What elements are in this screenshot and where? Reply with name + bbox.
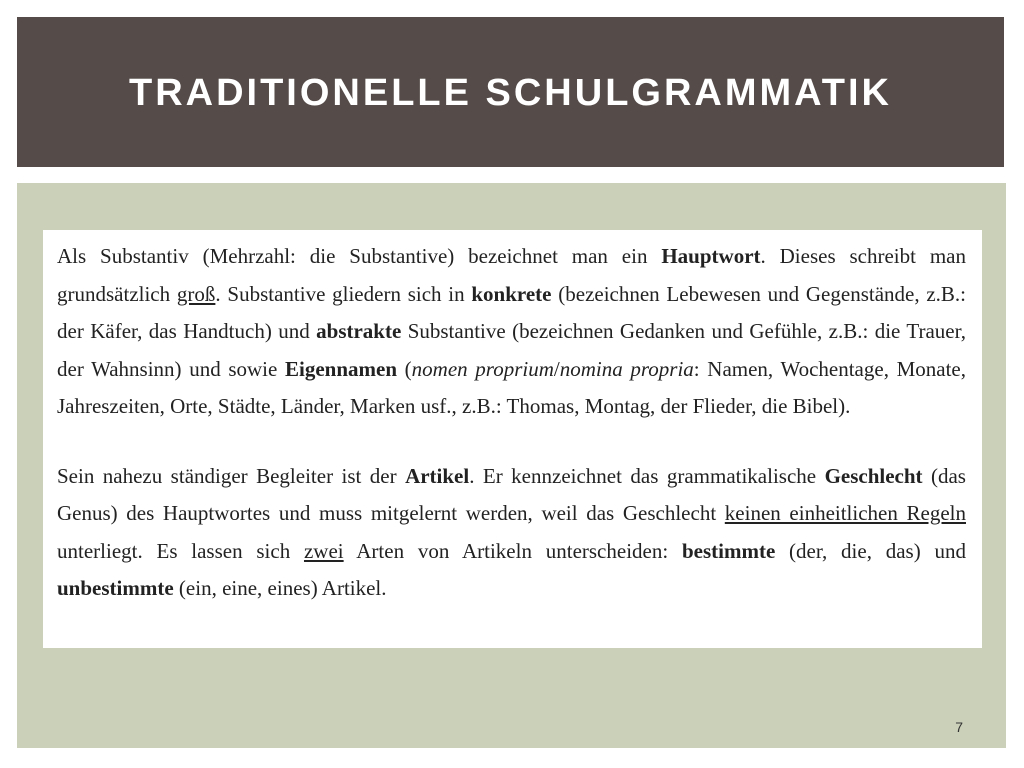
text-run: : Namen, Wochentage, Monate, Jahreszeiten, Orte, Städte, Länder, Marken usf., z.B.: Thomas, Montag, der Flieder, die Bibel).	[57, 356, 967, 418]
text-run: . Substantive gliedern sich in	[215, 281, 472, 306]
slide-title: TRADITIONELLE SCHULGRAMMATIK	[128, 71, 892, 114]
text-excerpt-box	[43, 230, 982, 648]
text-run: Sein nahezu ständiger Begleiter ist der	[57, 463, 406, 488]
paragraph-artikel	[57, 458, 966, 608]
bold-term-hauptwort: Hauptwort	[661, 244, 761, 268]
italic-term-nomina-propria: nomina propria	[559, 356, 694, 381]
underlined-term-zwei: zwei	[303, 538, 344, 563]
bold-term-eigennamen: Eigennamen	[285, 356, 398, 381]
bold-term-konkrete: konkrete	[471, 281, 552, 306]
text-run: unterliegt. Es lassen sich	[57, 538, 304, 563]
text-run: Als Substantiv (Mehrzahl: die Substantive) bezeichnet man ein	[57, 244, 662, 268]
bold-term-abstrakte: abstrakte	[316, 319, 402, 343]
text-run: (	[397, 356, 412, 381]
text-run: (bezeichnen Lebewesen und Gegenstände, z.B.: der Käfer, das Handtuch) und	[57, 281, 967, 343]
text-run: . Dieses schreibt man grundsätzlich	[57, 244, 966, 306]
underlined-phrase-keinen-einheitlichen-regeln: keinen einheitlichen Regeln	[724, 501, 966, 525]
bold-term-unbestimmte: unbestimmte	[57, 576, 174, 600]
text-run: /	[553, 356, 560, 381]
underlined-term-gross: groß	[176, 281, 216, 306]
italic-term-nomen-proprium: nomen proprium	[411, 356, 554, 381]
text-run: (der, die, das) und	[775, 538, 966, 563]
bold-term-bestimmte: bestimmte	[681, 538, 776, 563]
text-run: Substantive (bezeichnen Gedanken und Gefühle, z.B.: die Trauer, der Wahnsinn) und sowie	[57, 319, 966, 381]
text-run: . Er kennzeichnet das grammatikalische	[469, 463, 825, 488]
bold-term-geschlecht: Geschlecht	[824, 463, 923, 488]
text-run: Arten von Artikeln unterscheiden:	[343, 538, 682, 563]
text-run: (ein, eine, eines) Artikel.	[173, 576, 387, 600]
text-run: (das Genus) des Hauptwortes und muss mitgelernt werden, weil das Geschlecht	[57, 463, 966, 525]
content-area	[17, 183, 1006, 748]
paragraph-substantiv	[57, 238, 966, 426]
title-bar	[17, 17, 1004, 167]
page-number: 7	[955, 719, 963, 735]
bold-term-artikel: Artikel	[405, 463, 470, 488]
